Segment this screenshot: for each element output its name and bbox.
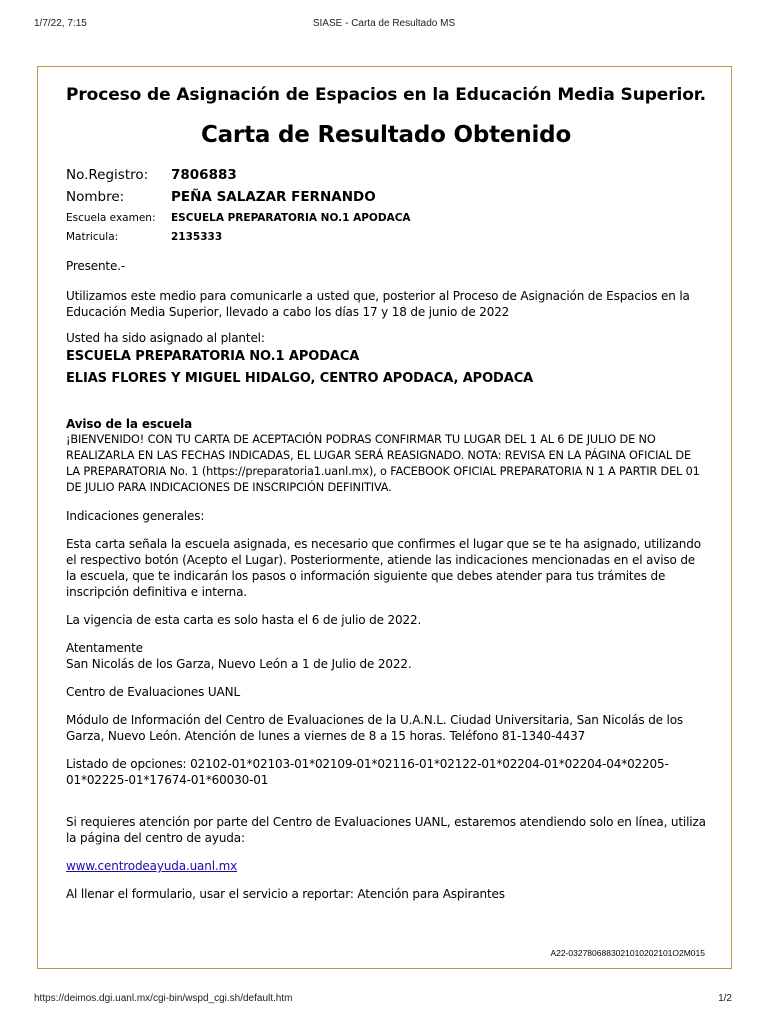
print-page-number: 1/2 <box>718 993 732 1004</box>
aviso-title: Aviso de la escuela <box>66 417 193 431</box>
listado-opciones: Listado de opciones: 02102-01*02103-01*02109-01*02116-01*02122-01*02204-01*02204-04*02205-01*02225-01*17674-01*60030-01 <box>66 757 669 787</box>
nombre-value: PEÑA SALAZAR FERNANDO <box>171 189 376 205</box>
plantel-name: ESCUELA PREPARATORIA NO.1 APODACA <box>66 349 360 364</box>
matricula-label: Matricula: <box>66 230 119 243</box>
matricula-row <box>66 227 411 246</box>
print-page-title: SIASE - Carta de Resultado MS <box>312 18 456 29</box>
presente-text: Presente.- <box>66 259 126 273</box>
intro-paragraph: Utilizamos este medio para comunicarle a usted que, posterior al Proceso de Asignación de Espacios en la Educación Media Superior, llevado a cabo los días 17 y 18 de junio de 2022 <box>66 289 690 319</box>
plantel-address: ELIAS FLORES Y MIGUEL HIDALGO, CENTRO APODACA, APODACA <box>66 371 534 386</box>
letter-title: Proceso de Asignación de Espacios en la Educación Media Superior. <box>66 85 707 105</box>
nombre-row <box>66 186 411 208</box>
print-footer <box>0 993 768 1007</box>
modulo-text: Módulo de Información del Centro de Evaluaciones de la U.A.N.L. Ciudad Universitaria, San Nicolás de los Garza, Nuevo León. Atención de lunes a viernes de 8 a 15 horas. Teléfono 81-1340-4437 <box>66 713 684 743</box>
asignado-label: Usted ha sido asignado al plantel: <box>66 331 265 345</box>
letter-content <box>66 85 706 902</box>
registro-row <box>66 164 411 186</box>
matricula-value: 2135333 <box>171 230 223 243</box>
aviso-text: ¡BIENVENIDO! CON TU CARTA DE ACEPTACIÓN PODRAS CONFIRMAR TU LUGAR DEL 1 AL 6 DE JULIO DE NO REALIZARLA EN LAS FECHAS INDICADAS, EL LUGAR SERÁ REASIGNADO. NOTA: REVISA EN LA PÁGINA OFICIAL DE LA PREPARATORIA No. 1 (https://preparatoria1.uanl.mx), o FACEBOOK OFICIAL PREPARATORIA N 1 A PARTIR DEL 01 DE JULIO PARA INDICACIONES DE INSCRIPCIÓN DEFINITIVA. <box>66 433 700 494</box>
lugar-fecha-text: San Nicolás de los Garza, Nuevo León a 1 de Julio de 2022. <box>66 657 412 671</box>
centro-ayuda-link[interactable]: www.centrodeayuda.uanl.mx <box>66 859 238 873</box>
print-url: https://deimos.dgi.uanl.mx/cgi-bin/wspd_cgi.sh/default.htm <box>34 993 293 1004</box>
formulario-text: Al llenar el formulario, usar el servicio a reportar: Atención para Aspirantes <box>66 887 505 901</box>
vigencia-text: La vigencia de esta carta es solo hasta el 6 de julio de 2022. <box>66 613 422 627</box>
nombre-label: Nombre: <box>66 189 125 205</box>
result-letter <box>37 66 732 969</box>
atentamente-text: Atentamente <box>66 641 143 655</box>
indicaciones-title: Indicaciones generales: <box>66 509 205 523</box>
indicaciones-text: Esta carta señala la escuela asignada, es necesario que confirmes el lugar que se te ha asignado, utilizando el respectivo botón (Acepto el Lugar). Posteriormente, atiende las indicaciones mencionadas en el aviso de la escuela, que te indicarán los pasos o información siguiente que debes atender para tus trámites de inscripción definitiva e interna. <box>66 537 701 599</box>
escuela-value: ESCUELA PREPARATORIA NO.1 APODACA <box>171 211 411 224</box>
document-code: A22-0327806883021010202101O2M015 <box>550 948 705 958</box>
escuela-label: Escuela examen: <box>66 211 156 224</box>
registro-value: 7806883 <box>171 167 237 183</box>
registro-label: No.Registro: <box>66 167 149 183</box>
print-datetime: 1/7/22, 7:15 <box>34 18 87 29</box>
print-header <box>0 18 768 32</box>
letter-subtitle: Carta de Resultado Obtenido <box>200 122 572 148</box>
student-info-table <box>66 164 411 246</box>
atencion-text: Si requieres atención por parte del Centro de Evaluaciones UANL, estaremos atendiendo solo en línea, utiliza la página del centro de ayuda: <box>66 815 706 845</box>
centro-text: Centro de Evaluaciones UANL <box>66 685 240 699</box>
escuela-row <box>66 208 411 227</box>
